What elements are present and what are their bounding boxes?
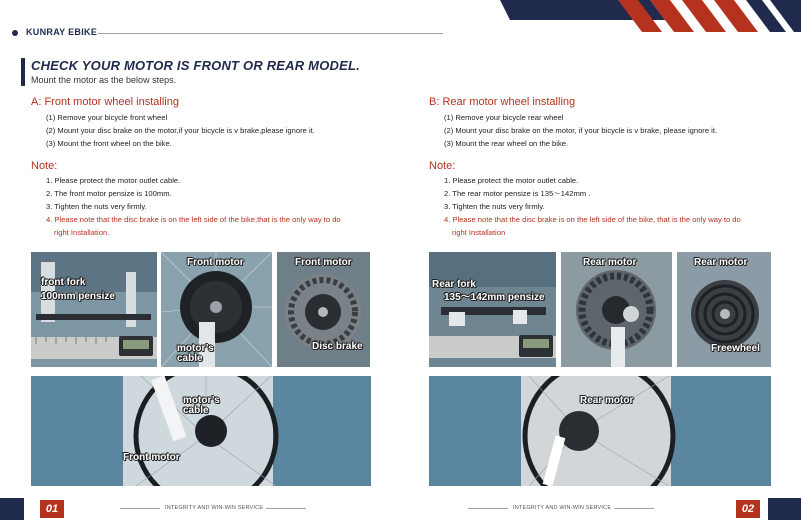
- label-rear-motor-wheel: Rear motor: [580, 395, 634, 406]
- rear-section-title: B: Rear motor wheel installing: [429, 96, 576, 108]
- front-section-title: A: Front motor wheel installing: [31, 96, 179, 108]
- rear-note: 1. Please protect the motor outlet cable.: [444, 176, 579, 185]
- photo-freewheel: [677, 252, 771, 367]
- front-step: (2) Mount your disc brake on the motor,if your bicycle is v brake,please ignore it.: [46, 126, 315, 135]
- label-front-motor-top: Front motor: [187, 257, 244, 268]
- label-rear-motor-freewheel: Rear motor: [694, 257, 748, 268]
- label-front-pensize: 100mm pensize: [41, 291, 115, 302]
- label-front-motor-disc: Front motor: [295, 257, 352, 268]
- title-accent: [21, 58, 25, 86]
- rear-note-warning-cont: right Installation: [452, 228, 506, 237]
- label-rear-motor: Rear motor: [583, 257, 637, 268]
- label-rear-pensize: 135～142mm pensize: [444, 292, 545, 303]
- header-rule: [98, 33, 443, 34]
- photo-rear-wheel-mounted: [429, 376, 771, 486]
- slogan-line-left-a: [120, 508, 160, 509]
- page-number-left: 01: [40, 500, 64, 518]
- footer-slogan-right: INTEGRITY AND WIN-WIN SERVICE: [513, 505, 612, 511]
- header-stripes: [500, 0, 801, 32]
- rear-instructions: [429, 96, 799, 239]
- front-note: 1. Please protect the motor outlet cable.: [46, 176, 181, 185]
- front-note: 3. Tighten the nuts very firmly.: [46, 202, 147, 211]
- brand-name: KUNRAY EBIKE: [26, 27, 98, 37]
- rear-note: 3. Tighten the nuts very firmly.: [444, 202, 545, 211]
- footer-slogan-left: INTEGRITY AND WIN-WIN SERVICE: [165, 505, 264, 511]
- front-note-warning: 4. Please note that the disc brake is on the left side of the bike,that is the only way to do: [46, 215, 341, 224]
- label-motor-cable-wheel-2: cable: [183, 405, 209, 416]
- label-motor-cable-wheel-1: motor’s: [183, 395, 220, 406]
- rear-step: (3) Mount the rear wheel on the bike.: [444, 139, 569, 148]
- photo-rear-motor: [561, 252, 672, 367]
- brand-dot: [12, 30, 18, 36]
- rear-fork-illustration: [429, 252, 556, 367]
- label-disc-brake: Disc brake: [312, 341, 363, 352]
- front-instructions: [31, 96, 401, 239]
- footer-bar-right: [768, 498, 801, 520]
- page-subtitle: Mount the motor as the below steps.: [31, 75, 177, 85]
- front-fork-illustration: [31, 252, 157, 367]
- label-freewheel: Freewheel: [711, 343, 760, 354]
- photo-front-motor: [161, 252, 272, 367]
- photo-front-fork: [31, 252, 157, 367]
- front-step: (3) Mount the front wheel on the bike.: [46, 139, 172, 148]
- label-motor-cable-2: cable: [177, 353, 203, 364]
- slogan-line-right-a: [468, 508, 508, 509]
- page-title: CHECK YOUR MOTOR IS FRONT OR REAR MODEL.: [31, 58, 360, 73]
- photo-disc-brake: [277, 252, 370, 367]
- photo-front-wheel-mounted: [31, 376, 371, 486]
- slogan-line-right-b: [614, 508, 654, 509]
- rear-note-warning: 4. Please note that the disc brake is on the left side of the bike, that is the only way to do: [444, 215, 741, 224]
- front-wheel-illustration: [31, 376, 371, 486]
- footer-bar-left: [0, 498, 24, 520]
- rear-motor-illustration: [561, 252, 672, 367]
- label-rear-fork: Rear fork: [432, 279, 476, 290]
- front-note-warning-cont: right Installation.: [54, 228, 110, 237]
- front-note: 2. The front motor pensize is 100mm.: [46, 189, 172, 198]
- photo-rear-fork: [429, 252, 556, 367]
- rear-wheel-illustration: [429, 376, 771, 486]
- label-front-motor-wheel: Front motor: [123, 452, 180, 463]
- rear-step: (1) Remove your bicycle rear wheel: [444, 113, 564, 122]
- slogan-line-left-b: [266, 508, 306, 509]
- rear-note: 2. The rear motor pensize is 135～142mm .: [444, 189, 591, 198]
- front-note-title: Note:: [31, 160, 58, 172]
- label-front-fork: front fork: [41, 277, 86, 288]
- label-motor-cable-1: motor’s: [177, 343, 214, 354]
- page-number-right: 02: [736, 500, 760, 518]
- front-step: (1) Remove your bicycle front wheel: [46, 113, 168, 122]
- rear-note-title: Note:: [429, 160, 456, 172]
- rear-step: (2) Mount your disc brake on the motor, if your bicycle is v brake, please ignore it.: [444, 126, 718, 135]
